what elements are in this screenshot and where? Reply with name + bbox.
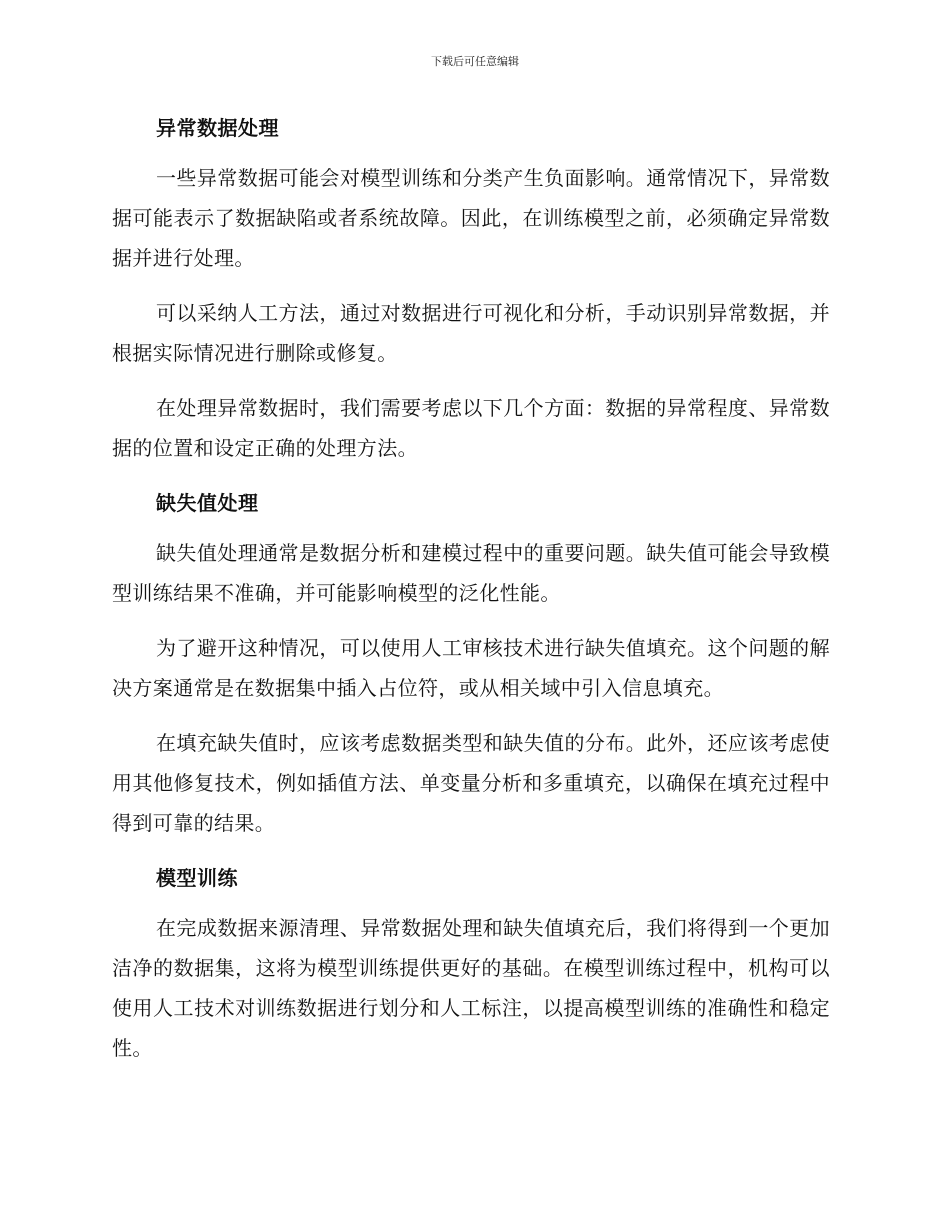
paragraph: 在完成数据来源清理、异常数据处理和缺失值填充后，我们将得到一个更加洁净的数据集，这将为模型训练提供更好的基础。在模型训练过程中，机构可以使用人工技术对训练数据进行划分和人工标注，以提高模型训练的准确性和稳定性。 <box>112 916 830 1060</box>
section-heading-missing-values: 缺失值处理 <box>156 491 259 515</box>
paragraph: 在填充缺失值时，应该考虑数据类型和缺失值的分布。此外，还应该考虑使用其他修复技术，例如插值方法、单变量分析和多重填充，以确保在填充过程中得到可靠的结果。 <box>112 731 830 835</box>
section-heading-anomaly: 异常数据处理 <box>156 116 279 140</box>
paragraph: 一些异常数据可能会对模型训练和分类产生负面影响。通常情况下，异常数据可能表示了数据缺陷或者系统故障。因此，在训练模型之前，必须确定异常数据并进行处理。 <box>112 166 830 270</box>
paragraph: 可以采纳人工方法，通过对数据进行可视化和分析，手动识别异常数据，并根据实际情况进行删除或修复。 <box>112 301 830 365</box>
paragraph: 在处理异常数据时，我们需要考虑以下几个方面：数据的异常程度、异常数据的位置和设定正确的处理方法。 <box>112 396 830 460</box>
document-body <box>112 108 830 1068</box>
paragraph: 为了避开这种情况，可以使用人工审核技术进行缺失值填充。这个问题的解决方案通常是在数据集中插入占位符，或从相关域中引入信息填充。 <box>112 636 830 700</box>
paragraph: 缺失值处理通常是数据分析和建模过程中的重要问题。缺失值可能会导致模型训练结果不准确，并可能影响模型的泛化性能。 <box>112 541 830 605</box>
section-heading-model-training: 模型训练 <box>156 866 238 890</box>
page-header-note: 下载后可任意编辑 <box>431 55 519 68</box>
